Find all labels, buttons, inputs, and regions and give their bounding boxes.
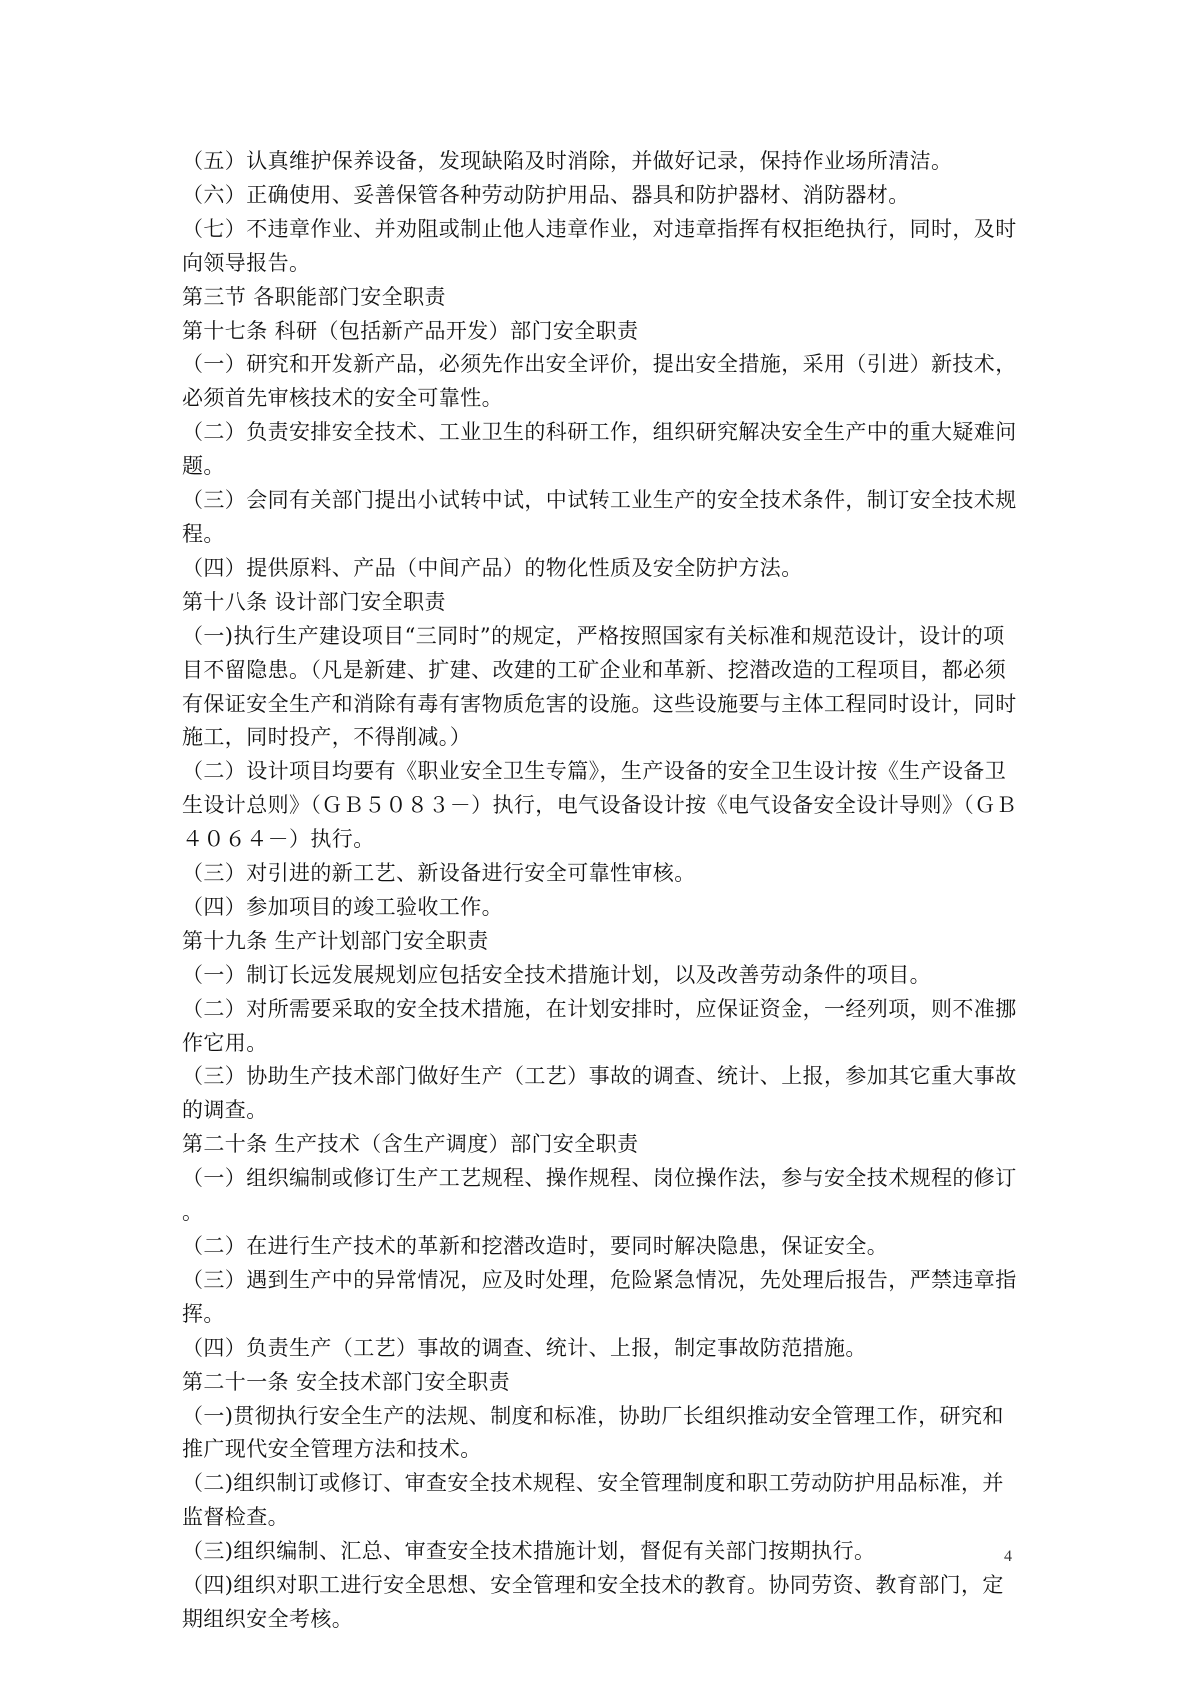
clause-item: （一）制订长远发展规划应包括安全技术措施计划，以及改善劳动条件的项目。 xyxy=(182,962,931,987)
clause-item: （三)组织编制、汇总、审查安全技术措施计划，督促有关部门按期执行。 xyxy=(182,1539,876,1564)
clause-item: （三）协助生产技术部门做好生产（工艺）事故的调查、统计、上报，参加其它重大事故的调查。 xyxy=(182,1064,1017,1123)
clause-item: （二）负责安排安全技术、工业卫生的科研工作，组织研究解决安全生产中的重大疑难问题。 xyxy=(182,420,1017,479)
article-heading: 第十九条 生产计划部门安全职责 xyxy=(182,928,489,953)
clause-item: （二）设计项目均要有《职业安全卫生专篇》，生产设备的安全卫生设计按《生产设备卫生设计总则》（ＧＢ５０８３－）执行，电气设备设计按《电气设备安全设计导则》（ＧＢ４０６４－）执行。 xyxy=(182,759,1017,852)
clause-item: （六）正确使用、妥善保管各种劳动防护用品、器具和防护器材、消防器材。 xyxy=(182,182,910,207)
article-heading: 第二十条 生产技术（含生产调度）部门安全职责 xyxy=(182,1132,639,1157)
article-heading: 第十八条 设计部门安全职责 xyxy=(182,589,446,614)
article-heading: 第二十一条 安全技术部门安全职责 xyxy=(182,1369,511,1394)
page-number: 4 xyxy=(1004,1548,1012,1565)
clause-item: （四）提供原料、产品（中间产品）的物化性质及安全防护方法。 xyxy=(182,555,803,580)
clause-item: （四）负责生产（工艺）事故的调查、统计、上报，制定事故防范措施。 xyxy=(182,1335,867,1360)
clause-item: （四）参加项目的竣工验收工作。 xyxy=(182,894,503,919)
clause-item: （三）对引进的新工艺、新设备进行安全可靠性审核。 xyxy=(182,861,696,886)
clause-item: （七）不违章作业、并劝阻或制止他人违章作业，对违章指挥有权拒绝执行，同时，及时向领导报告。 xyxy=(182,216,1017,275)
clause-item: （三）会同有关部门提出小试转中试，中试转工业生产的安全技术条件，制订安全技术规程。 xyxy=(182,488,1017,546)
clause-item: （一）研究和开发新产品，必须先作出安全评价，提出安全措施，采用（引进）新技术，必须首先审核技术的安全可靠性。 xyxy=(182,352,1017,411)
clause-item: （五）认真维护保养设备，发现缺陷及时消除，并做好记录，保持作业场所清洁。 xyxy=(182,149,953,173)
clause-item: （一）组织编制或修订生产工艺规程、操作规程、岗位操作法，参与安全技术规程的修订。 xyxy=(182,1166,1017,1225)
clause-item: （一)贯彻执行安全生产的法规、制度和标准，协助厂长组织推动安全管理工作，研究和推广现代安全管理方法和技术。 xyxy=(182,1403,1004,1462)
clause-item: （二)组织制订或修订、审查安全技术规程、安全管理制度和职工劳动防护用品标准，并监督检查。 xyxy=(182,1471,1004,1530)
article-heading: 第十七条 科研（包括新产品开发）部门安全职责 xyxy=(182,318,639,343)
clause-item: （一)执行生产建设项目“三同时”的规定，严格按照国家有关标准和规范设计，设计的项目不留隐患。（凡是新建、扩建、改建的工矿企业和革新、挖潜改造的工程项目，都必须有保证安全生产和消除有毒有害物质危害的设施。这些设施要与主体工程同时设计，同时施工，同时投产，不得削减。） xyxy=(182,623,1017,750)
clause-item: （二）在进行生产技术的革新和挖潜改造时，要同时解决隐患，保证安全。 xyxy=(182,1234,889,1258)
clause-item: （三）遇到生产中的异常情况，应及时处理，危险紧急情况，先处理后报告，严禁违章指挥。 xyxy=(182,1267,1017,1326)
clause-item: （四)组织对职工进行安全思想、安全管理和安全技术的教育。协同劳资、教育部门，定期组织安全考核。 xyxy=(182,1573,1004,1631)
clause-item: （二）对所需要采取的安全技术措施，在计划安排时，应保证资金，一经列项，则不准挪作它用。 xyxy=(182,996,1017,1055)
document-body xyxy=(182,145,1022,1637)
section-heading: 第三节 各职能部门安全职责 xyxy=(182,284,446,309)
